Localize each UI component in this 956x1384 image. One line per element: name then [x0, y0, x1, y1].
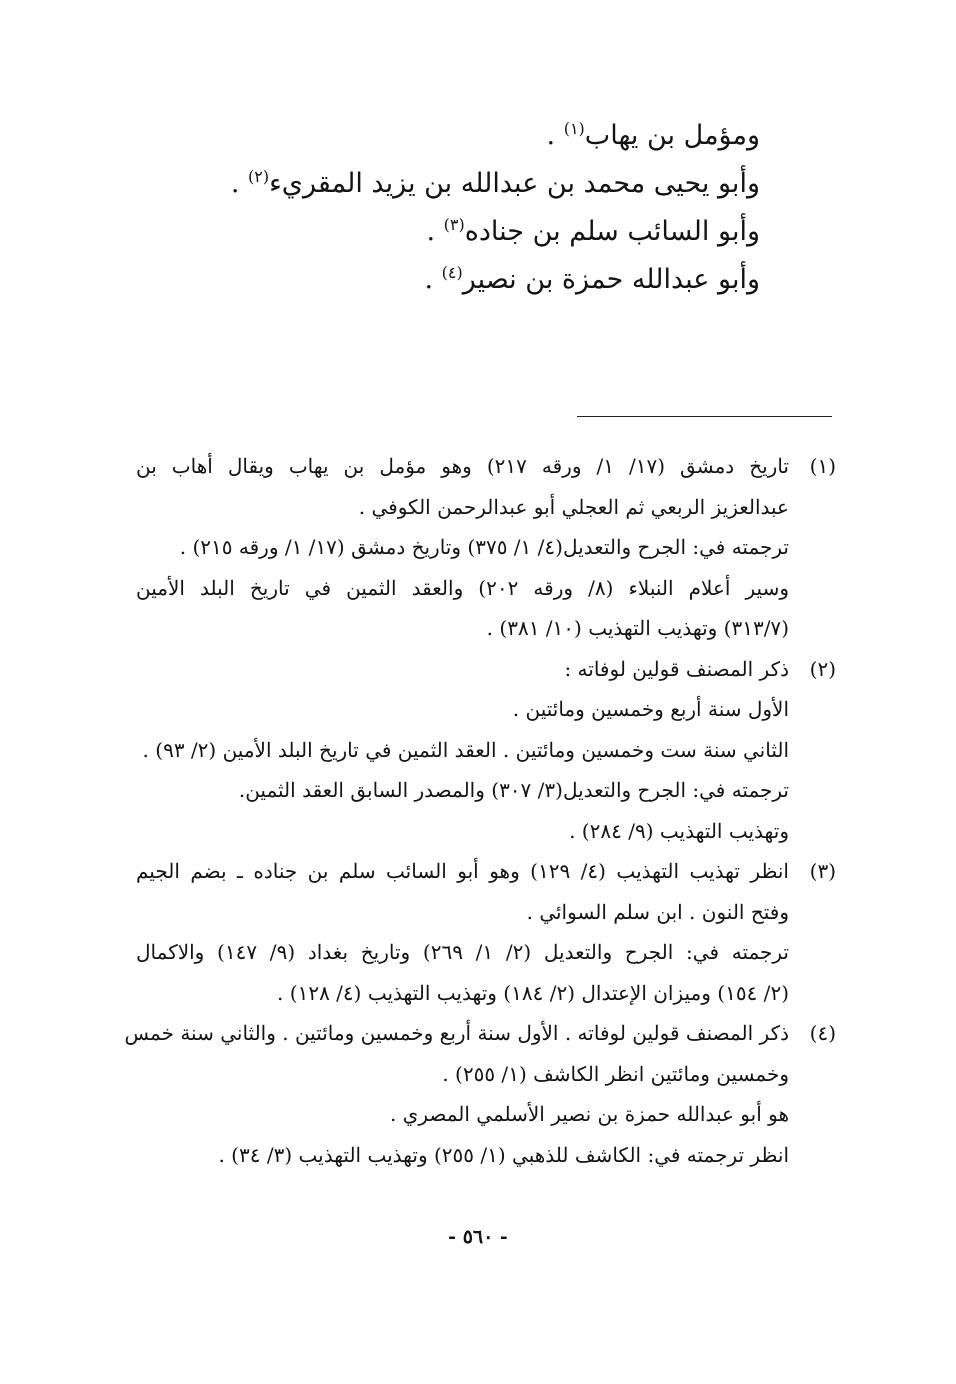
footnote-line: تاريخ دمشق (١٧/ ١/ ورقه ٢١٧) وهو مؤمل بن يهاب ويقال أهاب بن	[136, 454, 789, 478]
page-number: - ٥٦٠ -	[448, 1226, 508, 1248]
footnote-line: انظر تهذيب التهذيب (٤/ ١٢٩) وهو أبو السائب سلم بن جناده ـ بضم الجيم	[136, 859, 789, 883]
footnote-separator	[577, 416, 832, 417]
footnote-line: انظر ترجمته في: الكاشف للذهبي (١/ ٢٥٥) وتهذيب التهذيب (٣/ ٣٤) .	[218, 1142, 789, 1167]
footnote-ref[interactable]: (٤)	[441, 263, 463, 282]
footnote-2	[136, 649, 836, 852]
footnote-line: عبدالعزيز الربعي ثم العجلي أبو عبدالرحمن الكوفي .	[358, 494, 789, 519]
footnote-line: وتهذيب التهذيب (٩/ ٢٨٤) .	[569, 818, 789, 843]
footnote-line: ذكر المصنف قولين لوفاته :	[564, 656, 789, 681]
footnote-line: ترجمته في: الجرح والتعديل (٢/ ١/ ٢٦٩) وتاريخ بغداد (٩/ ١٤٧) والاكمال	[136, 940, 790, 964]
footnote-line: (٣١٣/٧) وتهذيب التهذيب (١٠/ ٣٨١) .	[486, 616, 789, 640]
footnote-3	[136, 851, 836, 1013]
main-line: وأبو السائب سلم بن جناده$^{(٣)}$ .	[426, 215, 760, 247]
footnote-number: (١)	[809, 454, 836, 478]
footnote-number: (٣)	[809, 859, 836, 883]
footnote-ref[interactable]: (٣)	[443, 215, 465, 234]
main-line: ومؤمل بن يهاب$^{(١)}$ .	[546, 119, 760, 151]
footnote-line: وفتح النون . ابن سلم السوائي .	[526, 899, 789, 924]
footnote-1	[136, 446, 836, 649]
main-line: وأبو يحيى محمد بن عبدالله بن يزيد المقريء$^{(٢)}$ .	[230, 167, 760, 199]
footnote-line: (٢/ ١٥٤) وميزان الإعتدال (٢/ ١٨٤) وتهذيب التهذيب (٤/ ١٢٨) .	[277, 980, 789, 1005]
footnote-line: ترجمته في: الجرح والتعديل(٤/ ١/ ٣٧٥) وتاريخ دمشق (١٧/ ١/ ورقه ٢١٥) .	[179, 535, 789, 559]
footnote-line: ذكر المصنف قولين لوفاته . الأول سنة أربع وخمسين ومائتين . والثاني سنة خمس	[124, 1021, 789, 1045]
footnote-line: وسير أعلام النبلاء (٨/ ورقه ٢٠٢) والعقد الثمين في تاريخ البلد الأمين	[136, 575, 789, 600]
footnote-line: الثاني سنة ست وخمسين ومائتين . العقد الثمين في تاريخ البلد الأمين (٢/ ٩٣) .	[142, 737, 789, 762]
footnote-line: ترجمته في: الجرح والتعديل(٣/ ٣٠٧) والمصدر السابق العقد الثمين.	[238, 778, 789, 802]
footnote-ref[interactable]: (١)	[563, 119, 585, 138]
footnote-4	[124, 1013, 836, 1175]
footnote-line: هو أبو عبدالله حمزة بن نصير الأسلمي المصري .	[389, 1102, 789, 1126]
footnotes	[124, 446, 836, 1175]
footnote-line: وخمسين ومائتين انظر الكاشف (١/ ٢٥٥) .	[442, 1061, 789, 1086]
footnote-number: (٤)	[809, 1021, 836, 1045]
footnote-number: (٢)	[809, 656, 836, 681]
footnote-ref[interactable]: (٢)	[248, 167, 270, 186]
main-line: وأبو عبدالله حمزة بن نصير$^{(٤)}$ .	[424, 263, 760, 295]
main-text	[120, 112, 760, 304]
footnote-line: الأول سنة أربع وخمسين ومائتين .	[512, 697, 789, 721]
